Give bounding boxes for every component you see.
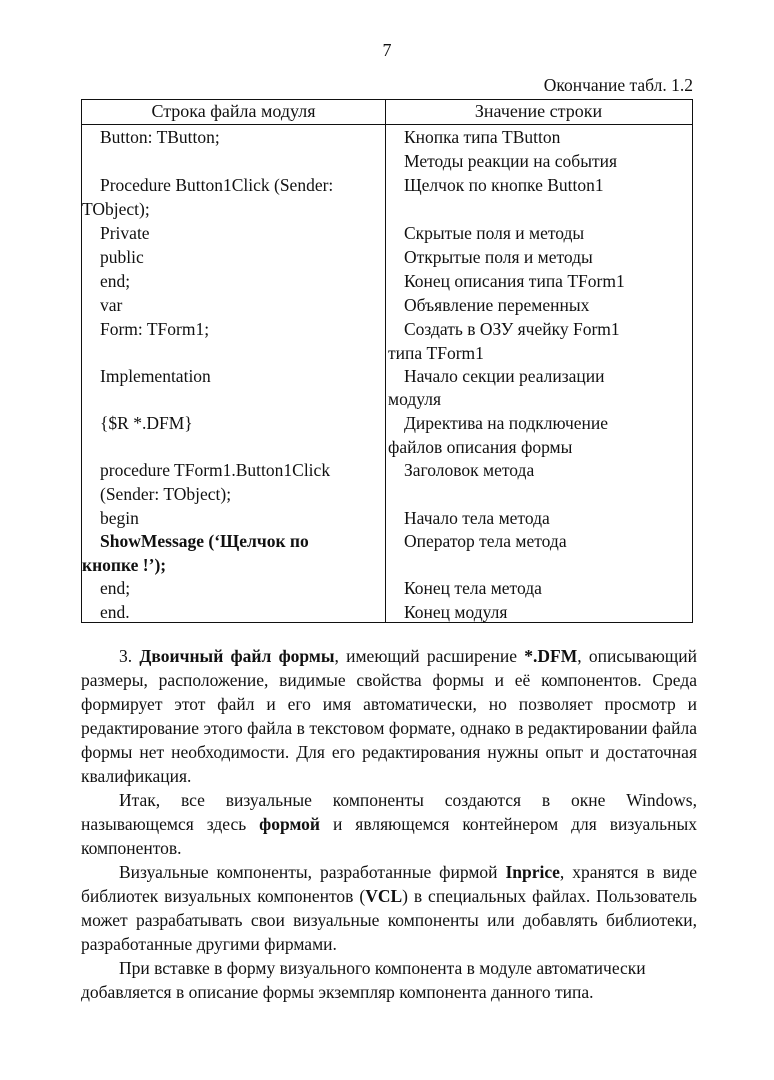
text-run: 3. xyxy=(119,646,140,666)
code-line: begin xyxy=(100,508,139,528)
meaning-line: Конец описания типа TForm1 xyxy=(404,271,625,291)
paragraph xyxy=(81,644,697,788)
code-line: end. xyxy=(100,602,130,622)
code-line: Procedure Button1Click (Sender: xyxy=(100,175,334,195)
column-divider xyxy=(385,100,386,622)
table-caption: Окончание табл. 1.2 xyxy=(543,75,693,95)
code-line: end; xyxy=(100,271,131,291)
code-line: procedure TForm1.Button1Click xyxy=(100,460,331,480)
paragraph xyxy=(81,956,697,1004)
bold-term: VCL xyxy=(365,886,403,906)
meaning-line: Конец модуля xyxy=(404,602,508,622)
column-header-code: Строка файла модуля xyxy=(151,101,316,121)
column-header-meaning: Значение строки xyxy=(474,101,603,121)
code-line: (Sender: TObject); xyxy=(100,484,232,504)
meaning-line: типа TForm1 xyxy=(388,343,484,363)
bold-term: Inprice xyxy=(505,862,560,882)
page-number: 7 xyxy=(382,40,392,60)
code-line: ShowMessage (‘Щелчок по xyxy=(100,531,309,551)
text-run: и являющемся контейнером для визуальных компонентов. xyxy=(81,814,697,858)
meaning-line: модуля xyxy=(388,389,441,409)
meaning-line: Начало секции реализации xyxy=(404,366,605,386)
meaning-line: Создать в ОЗУ ячейку Form1 xyxy=(404,319,620,339)
text-run: При вставке в форму визуального компонента в модуле автоматически добавляется в описание формы экземпляр компонента данного типа. xyxy=(81,958,646,1002)
bold-term: *.DFM xyxy=(524,646,578,666)
code-line: end; xyxy=(100,578,131,598)
meaning-line: Заголовок метода xyxy=(404,460,535,480)
meaning-line: Директива на подключение xyxy=(404,413,609,433)
code-line: var xyxy=(100,295,123,315)
text-run: , имеющий расширение xyxy=(334,646,525,666)
meaning-line: Объявление переменных xyxy=(404,295,590,315)
bold-term: Двоичный файл формы xyxy=(139,646,335,666)
meaning-line: Скрытые поля и методы xyxy=(404,223,585,243)
meaning-line: Щелчок по кнопке Button1 xyxy=(404,175,604,195)
code-line: TObject); xyxy=(82,199,150,219)
paragraph xyxy=(81,788,697,860)
text-run: Итак, все визуальные компоненты создаются в окне Windows, называющемся здесь xyxy=(81,790,697,834)
body-text xyxy=(81,644,697,1004)
meaning-line: Оператор тела метода xyxy=(404,531,567,551)
header-rule xyxy=(82,124,692,125)
text-run: , описывающий размеры, расположение, видимые свойства формы и её компонентов. Среда формирует этот файл и его имя автоматически, но позволяет просмотр и редактирование этого файла в текстовом формате, однако в редактировании файла формы нет необходимости. Для его редактирования нужны опыт и достаточная квалификация. xyxy=(81,646,697,786)
meaning-line: Открытые поля и методы xyxy=(404,247,593,267)
code-line: кнопке !’); xyxy=(82,555,167,575)
module-table xyxy=(81,99,693,623)
meaning-line: файлов описания формы xyxy=(388,437,573,457)
code-line: Button: TButton; xyxy=(100,127,220,147)
code-line: Private xyxy=(100,223,150,243)
code-line: {$R *.DFM} xyxy=(100,413,193,433)
text-run: , хранятся в виде библиотек визуальных компонентов ( xyxy=(81,862,697,906)
meaning-line: Кнопка типа TButton xyxy=(404,127,561,147)
meaning-line: Начало тела метода xyxy=(404,508,550,528)
bold-term: формой xyxy=(259,814,321,834)
paragraph xyxy=(81,860,697,956)
text-run: Визуальные компоненты, разработанные фирмой xyxy=(119,862,506,882)
code-line: Implementation xyxy=(100,366,211,386)
meaning-line: Методы реакции на события xyxy=(404,151,618,171)
code-line: public xyxy=(100,247,144,267)
meaning-line: Конец тела метода xyxy=(404,578,542,598)
text-run: ) в специальных файлах. Пользователь может разрабатывать свои визуальные компоненты или добавлять библиотеки, разработанные другими фирмами. xyxy=(81,886,698,954)
code-line: Form: TForm1; xyxy=(100,319,210,339)
